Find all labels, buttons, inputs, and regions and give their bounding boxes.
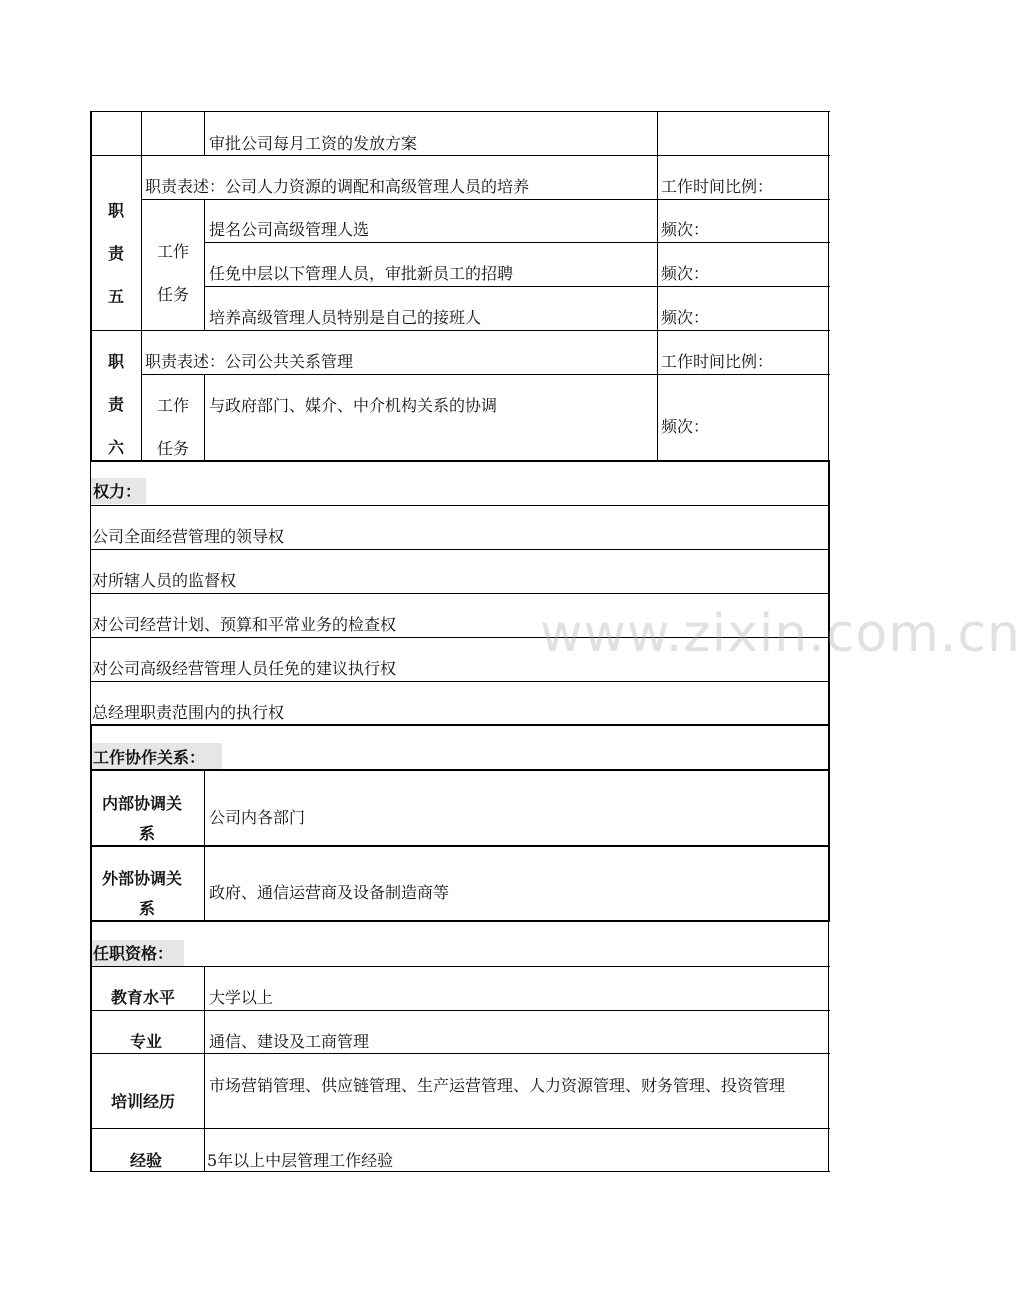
duty5-task-frequency: 频次： <box>661 264 710 283</box>
col-divider <box>204 374 205 461</box>
col-divider <box>204 111 205 155</box>
row-divider <box>141 199 830 200</box>
duty5-task-label: 任务 <box>156 285 189 304</box>
qualification-value: 5年以上中层管理工作经验 <box>207 1151 394 1170</box>
duty6-task-label: 工作 <box>156 396 189 415</box>
row-divider <box>90 549 830 550</box>
relations-heading: 工作协作关系： <box>93 748 206 767</box>
authority-item: 公司全面经营管理的领导权 <box>92 527 285 546</box>
duty6-task-label: 任务 <box>156 439 189 458</box>
watermark: www.zixin.com.cn <box>540 604 1021 664</box>
row-divider <box>90 593 830 594</box>
table-border-right <box>828 921 829 1172</box>
qualification-label: 专业 <box>130 1032 163 1051</box>
duty6-label-char: 责 <box>107 395 124 414</box>
duty5-time-ratio: 工作时间比例： <box>661 177 774 196</box>
col-divider <box>204 966 205 1172</box>
duty5-task: 培养高级管理人员特别是自己的接班人 <box>209 308 482 327</box>
qualification-value: 大学以上 <box>209 988 274 1007</box>
row-divider <box>204 242 830 243</box>
table-border-top <box>90 111 830 112</box>
row-divider <box>90 1128 830 1129</box>
section-divider <box>90 920 830 922</box>
authority-item: 对所辖人员的监督权 <box>92 571 237 590</box>
table-border-right <box>828 725 830 922</box>
duty5-task-frequency: 频次： <box>661 220 710 239</box>
duty5-description: 职责表述：公司人力资源的调配和高级管理人员的培养 <box>145 177 530 196</box>
relation-label: 系 <box>139 824 156 843</box>
table-border-bottom <box>90 1171 830 1172</box>
qualification-label: 经验 <box>130 1151 163 1170</box>
row-divider <box>90 1010 830 1011</box>
row-divider <box>90 681 830 682</box>
col-divider <box>141 111 142 461</box>
row-divider <box>141 374 830 375</box>
authority-item: 对公司高级经营管理人员任免的建议执行权 <box>92 659 397 678</box>
relation-label: 外部协调关 <box>102 869 183 888</box>
duty5-label-char: 五 <box>107 287 124 306</box>
duty6-label-char: 六 <box>107 438 124 457</box>
duty6-label-char: 职 <box>107 352 124 371</box>
duty6-time-ratio: 工作时间比例： <box>661 352 774 371</box>
duty6-task-frequency: 频次： <box>661 417 710 436</box>
relation-label: 内部协调关 <box>102 794 183 813</box>
row-divider <box>90 845 830 847</box>
row-divider <box>90 505 830 506</box>
authority-heading: 权力： <box>93 482 142 501</box>
duty5-task: 提名公司高级管理人选 <box>209 220 370 239</box>
qualifications-heading: 任职资格： <box>93 944 174 963</box>
task-cell: 审批公司每月工资的发放方案 <box>209 134 418 153</box>
row-divider <box>90 330 830 331</box>
authority-item: 总经理职责范围内的执行权 <box>92 703 285 722</box>
relation-value: 公司内各部门 <box>209 808 306 827</box>
duty6-task: 与政府部门、媒介、中介机构关系的协调 <box>209 396 498 415</box>
row-divider <box>204 286 830 287</box>
qualification-value: 市场营销管理、供应链管理、生产运营管理、人力资源管理、财务管理、投资管理 <box>209 1076 786 1095</box>
qualification-value: 通信、建设及工商管理 <box>209 1032 370 1051</box>
duty5-label-char: 责 <box>107 244 124 263</box>
authority-item: 对公司经营计划、预算和平常业务的检查权 <box>92 615 397 634</box>
duty5-task-label: 工作 <box>156 242 189 261</box>
table-border-left <box>90 111 92 461</box>
section-divider <box>90 724 830 726</box>
duty5-label-char: 职 <box>107 201 124 220</box>
row-divider <box>90 966 830 967</box>
col-divider <box>204 199 205 330</box>
qualification-label: 教育水平 <box>111 988 176 1007</box>
duty5-task-frequency: 频次： <box>661 308 710 327</box>
duty5-task: 任免中层以下管理人员，审批新员工的招聘 <box>209 264 514 283</box>
duty6-description: 职责表述：公司公共关系管理 <box>145 352 354 371</box>
row-divider <box>90 769 830 771</box>
row-divider <box>90 1053 830 1054</box>
relation-value: 政府、通信运营商及设备制造商等 <box>209 883 450 902</box>
section-divider <box>90 460 830 462</box>
relation-label: 系 <box>139 899 156 918</box>
row-divider <box>90 155 830 156</box>
qualification-label: 培训经历 <box>111 1092 176 1111</box>
